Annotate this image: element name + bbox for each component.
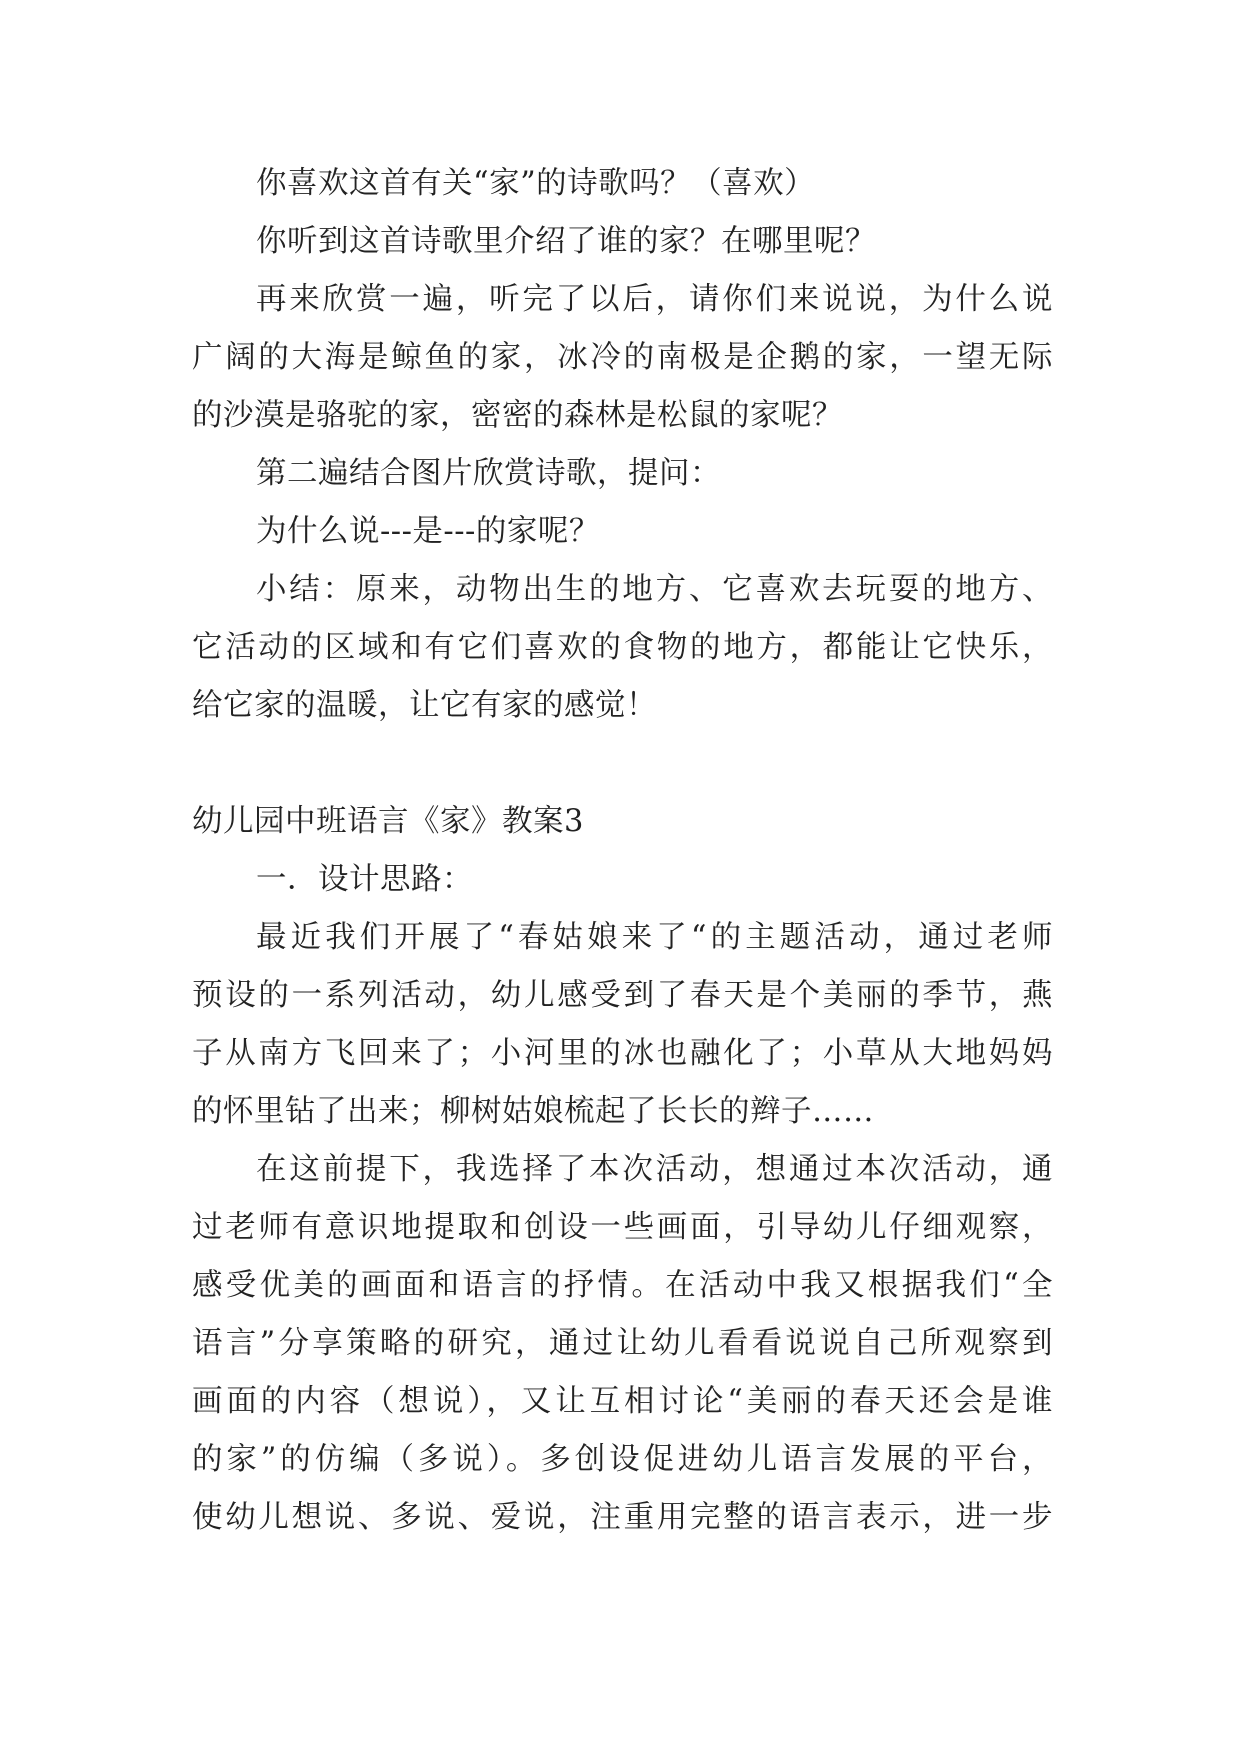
paragraph-line: 的怀里钻了出来；柳树姑娘梳起了长长的辫子…… xyxy=(192,1094,874,1129)
paragraph-line: 它活动的区域和有它们喜欢的食物的地方，都能让它快乐， xyxy=(192,630,1053,665)
paragraph-line: 广阔的大海是鲸鱼的家，冰冷的南极是企鹅的家，一望无际 xyxy=(192,340,1053,375)
paragraph-line: 的沙漠是骆驼的家，密密的森林是松鼠的家呢？ xyxy=(192,398,843,433)
paragraph-line: 过老师有意识地提取和创设一些画面，引导幼儿仔细观察， xyxy=(192,1210,1053,1245)
paragraph-line: 预设的一系列活动，幼儿感受到了春天是个美丽的季节，燕 xyxy=(192,978,1053,1013)
paragraph-line: 在这前提下，我选择了本次活动，想通过本次活动，通 xyxy=(256,1152,1053,1187)
paragraph-line: 小结：原来，动物出生的地方、它喜欢去玩耍的地方、 xyxy=(256,572,1053,607)
section-title: 幼儿园中班语言《家》教案3 xyxy=(192,804,584,839)
paragraph-line: 使幼儿想说、多说、爱说，注重用完整的语言表示，进一步 xyxy=(192,1500,1053,1535)
paragraph-line: 子从南方飞回来了；小河里的冰也融化了；小草从大地妈妈 xyxy=(192,1036,1053,1071)
paragraph-line: 你听到这首诗歌里介绍了谁的家？在哪里呢？ xyxy=(256,224,876,259)
paragraph-line: 最近我们开展了“春姑娘来了“的主题活动，通过老师 xyxy=(256,920,1053,955)
paragraph-line: 画面的内容（想说），又让互相讨论“美丽的春天还会是谁 xyxy=(192,1384,1053,1419)
paragraph-line: 再来欣赏一遍，听完了以后，请你们来说说，为什么说 xyxy=(256,282,1053,317)
paragraph-line: 感受优美的画面和语言的抒情。在活动中我又根据我们“全 xyxy=(192,1268,1053,1303)
paragraph-line: 语言”分享策略的研究，通过让幼儿看看说说自己所观察到 xyxy=(192,1326,1053,1361)
paragraph-line: 为什么说---是---的家呢？ xyxy=(256,514,600,549)
subsection-heading: 一．设计思路： xyxy=(256,862,473,897)
paragraph-line: 的家”的仿编（多说）。多创设促进幼儿语言发展的平台， xyxy=(192,1442,1053,1477)
paragraph-line: 你喜欢这首有关“家”的诗歌吗？（喜欢） xyxy=(256,166,816,201)
paragraph-line: 给它家的温暖，让它有家的感觉！ xyxy=(192,688,657,723)
paragraph-line: 第二遍结合图片欣赏诗歌，提问： xyxy=(256,456,721,491)
